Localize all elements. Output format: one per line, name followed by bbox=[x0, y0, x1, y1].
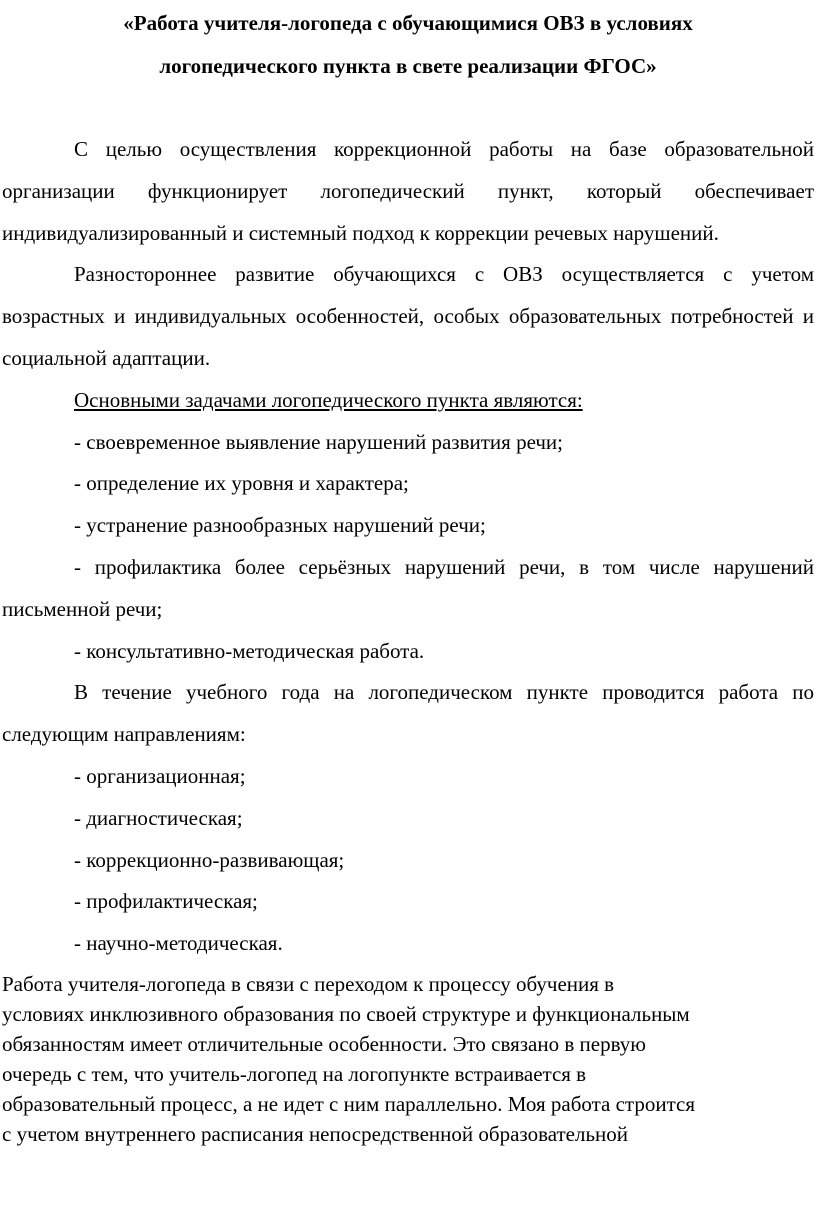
tail-line: обязанностям имеет отличительные особенности. Это связано в первую bbox=[2, 1031, 646, 1056]
list-item: - профилактика более серьёзных нарушений речи, в том числе нарушений письменной речи; bbox=[2, 554, 814, 621]
tasks-list bbox=[2, 422, 814, 673]
list-item: - устранение разнообразных нарушений речи; bbox=[74, 513, 486, 538]
tasks-heading bbox=[2, 380, 814, 422]
title-line-2: логопедического пункта в свете реализации ФГОС» bbox=[159, 54, 657, 78]
title-spacer bbox=[2, 88, 814, 129]
list-item: - организационная; bbox=[74, 763, 246, 788]
paragraph-directions-intro: В течение учебного года на логопедическом пункте проводится работа по следующим направлениям: bbox=[2, 680, 814, 747]
list-item: - диагностическая; bbox=[74, 805, 243, 830]
list-item: - коррекционно-развивающая; bbox=[74, 847, 345, 872]
paragraph-development: Разностороннее развитие обучающихся с ОВЗ осуществляется с учетом возрастных и индивидуальных особенностей, особых образовательных потребностей и социальной адаптации. bbox=[2, 262, 814, 370]
paragraph-purpose: С целью осуществления коррекционной работы на базе образовательной организации функционирует логопедический пункт, который обеспечивает индивидуализированный и системный подход к коррекции речевых нарушений. bbox=[2, 137, 814, 245]
list-item: - своевременное выявление нарушений развития речи; bbox=[74, 429, 563, 454]
list-item: - профилактическая; bbox=[74, 889, 258, 914]
tail-line: образовательный процесс, а не идет с ним параллельно. Моя работа строится bbox=[2, 1091, 696, 1116]
tail-line: с учетом внутреннего расписания непосредственной образовательной bbox=[2, 1121, 629, 1146]
tasks-heading-text: Основными задачами логопедического пункта являются: bbox=[74, 387, 583, 412]
paragraph-inclusive-work bbox=[2, 965, 814, 1149]
tail-line: условиях инклюзивного образования по своей структуре и функциональным bbox=[2, 1001, 690, 1026]
tail-line: Работа учителя-логопеда в связи с переходом к процессу обучения в bbox=[2, 971, 615, 996]
tail-line: очередь с тем, что учитель-логопед на логопункте встраивается в bbox=[2, 1061, 587, 1086]
directions-list bbox=[2, 756, 814, 965]
list-item: - консультативно-методическая работа. bbox=[74, 638, 425, 663]
list-item: - научно-методическая. bbox=[74, 931, 283, 956]
title-line-1: «Работа учителя-логопеда с обучающимися ОВЗ в условиях bbox=[123, 11, 693, 35]
list-item: - определение их уровня и характера; bbox=[74, 471, 409, 496]
document-title bbox=[2, 0, 814, 88]
